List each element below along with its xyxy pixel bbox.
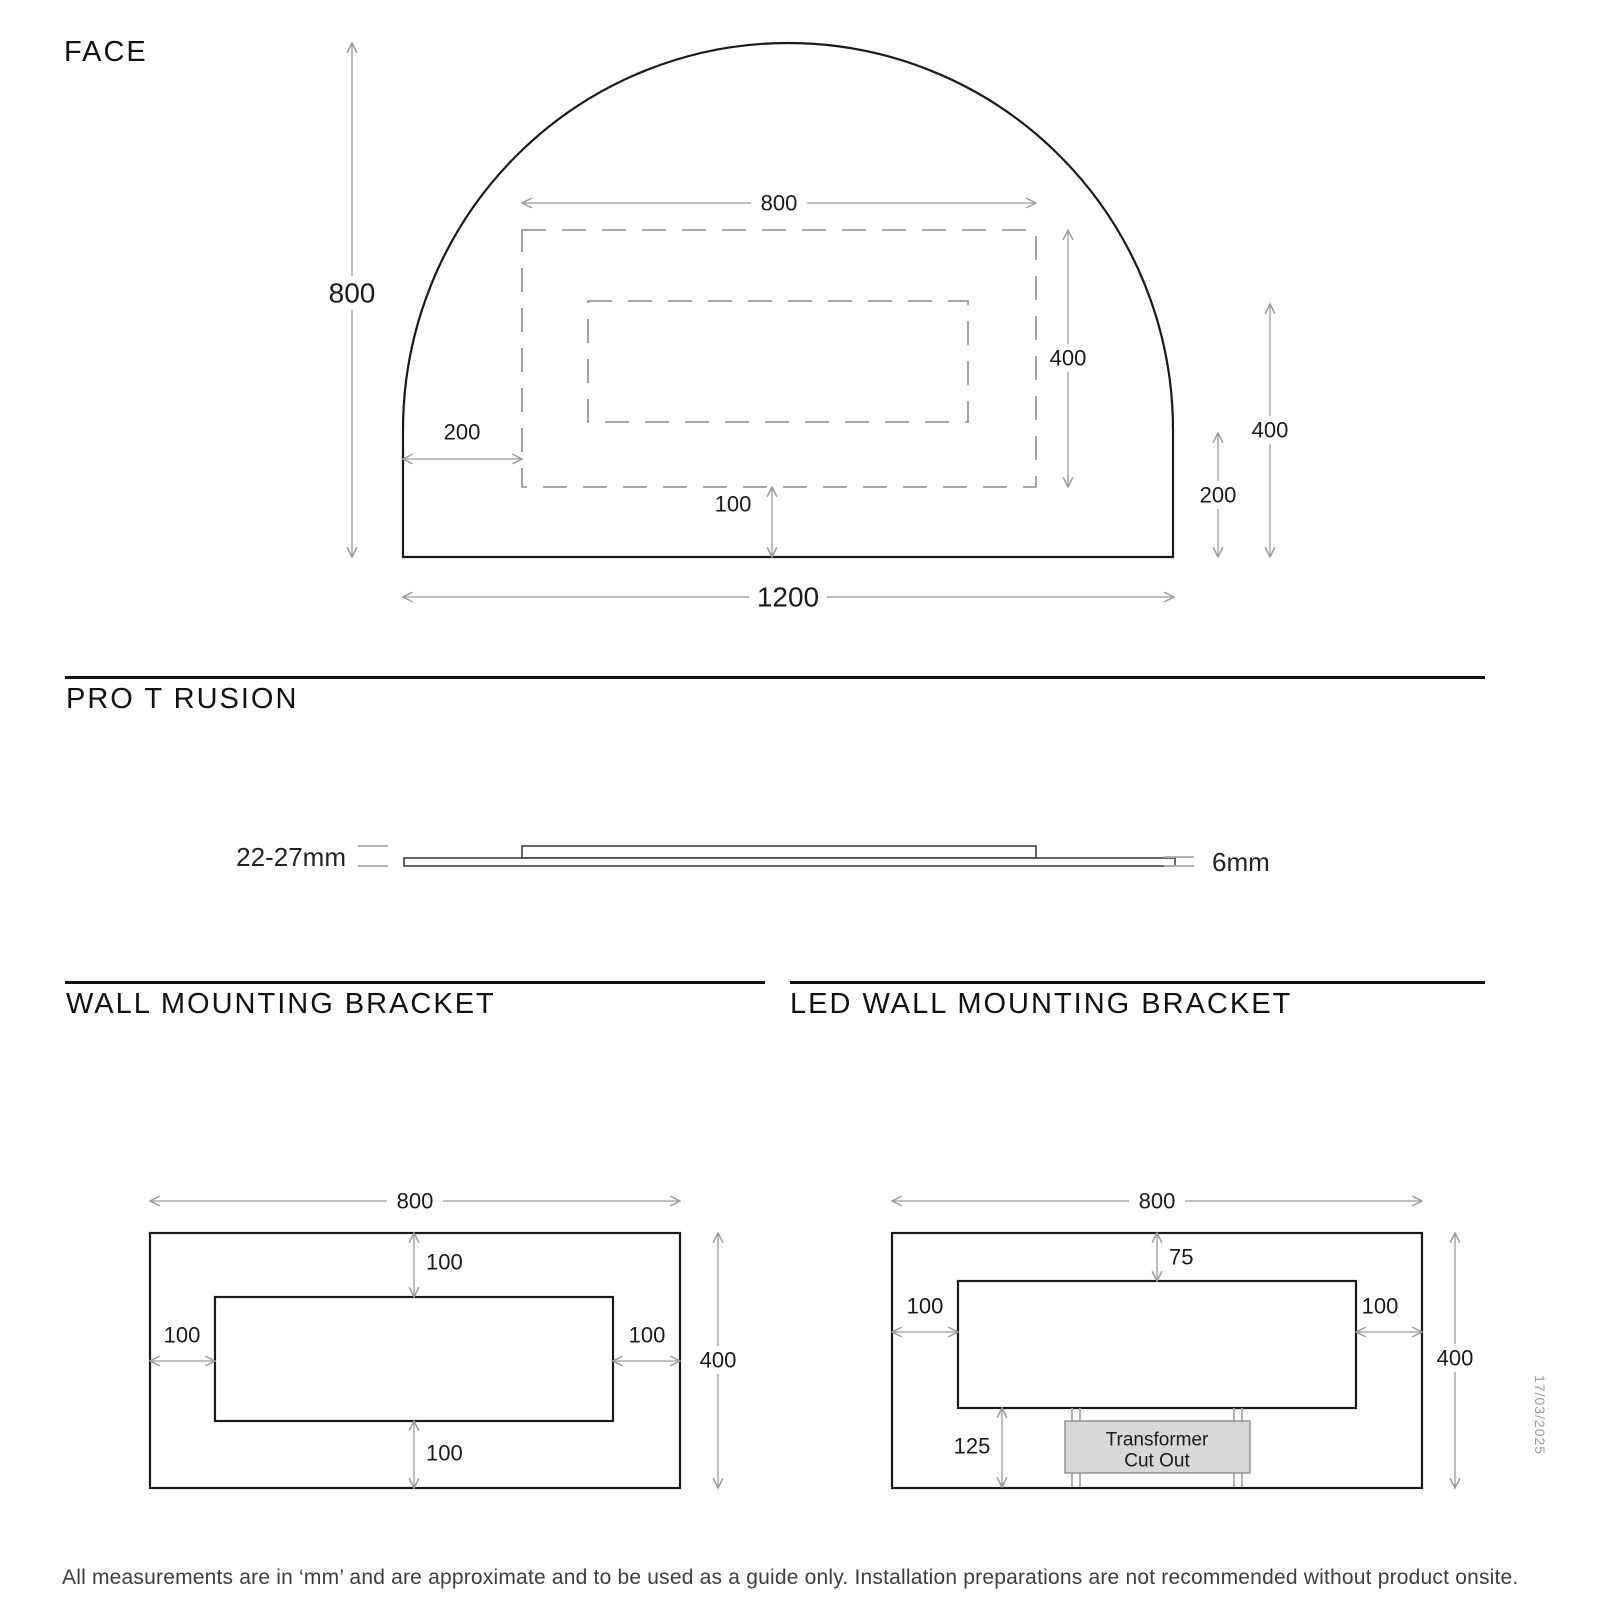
mirror-glass-side-view	[404, 858, 1175, 866]
outer-dashed-zone	[522, 230, 1036, 487]
dashed-width-label: 800	[760, 190, 798, 216]
protrusion-drawing	[236, 842, 1270, 877]
depth-range-label: 22-27mm	[236, 842, 346, 872]
inner-dashed-zone	[588, 301, 968, 422]
revision-date: 17/03/2025	[1532, 1375, 1548, 1456]
bottom-inset-label: 100	[714, 491, 752, 517]
dashed-height-label: 400	[1049, 345, 1087, 371]
backing-frame-side-view	[522, 846, 1036, 858]
bracket-left-inset-label: 100	[163, 1322, 201, 1348]
mirror-arch-outline	[403, 43, 1173, 557]
face-width-label: 1200	[756, 581, 820, 613]
bracket-outer-plate	[150, 1233, 680, 1488]
transformer-label-line1: Transformer	[1105, 1429, 1209, 1451]
led-bracket-width-label: 800	[1138, 1188, 1176, 1214]
face-drawing	[322, 43, 1296, 614]
face-section-title: FACE	[64, 36, 148, 68]
led-right-inset-label: 100	[1361, 1293, 1399, 1319]
measurement-disclaimer: All measurements are in ‘mm’ and are approximate and to be used as a guide only. Installation preparations are not recommended without product onsite.	[62, 1566, 1519, 1589]
bracket-right-inset-label: 100	[628, 1322, 666, 1348]
right-lower-label: 200	[1199, 482, 1237, 508]
led-bottom-inset-label: 125	[953, 1433, 991, 1459]
transformer-label-line2: Cut Out	[1124, 1450, 1190, 1472]
bracket-inner-cutout	[215, 1297, 613, 1421]
led-left-inset-label: 100	[906, 1293, 944, 1319]
protrusion-section-title: PRO T RUSION	[66, 683, 299, 715]
bracket-height-label: 400	[699, 1347, 737, 1373]
bracket-drawing	[150, 1187, 744, 1488]
led-top-inset-label: 75	[1169, 1244, 1194, 1270]
led-bracket-drawing	[892, 1187, 1481, 1488]
bracket-width-label: 800	[396, 1188, 434, 1214]
glass-thickness-label: 6mm	[1212, 847, 1270, 877]
right-upper-label: 400	[1251, 417, 1289, 443]
bracket-bottom-inset-label: 100	[426, 1440, 463, 1466]
bracket-top-inset-label: 100	[426, 1249, 463, 1275]
face-height-label: 800	[328, 277, 376, 309]
led-bracket-inner-cutout	[958, 1281, 1356, 1408]
bracket-section-title: WALL MOUNTING BRACKET	[66, 988, 496, 1020]
led-bracket-section-title: LED WALL MOUNTING BRACKET	[790, 988, 1293, 1020]
left-inset-label: 200	[443, 419, 481, 445]
led-bracket-height-label: 400	[1436, 1345, 1474, 1371]
